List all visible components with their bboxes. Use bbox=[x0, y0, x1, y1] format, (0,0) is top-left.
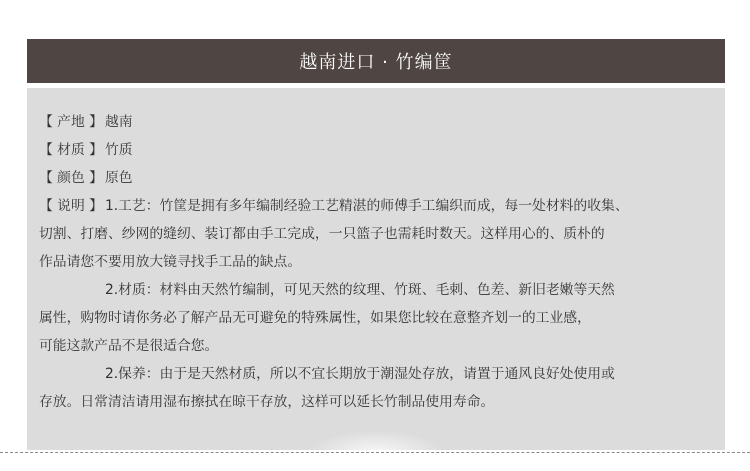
description-line bbox=[39, 192, 725, 220]
description-line: 存放。日常清洁请用湿布擦拭在晾干存放，这样可以延长竹制品使用寿命。 bbox=[39, 394, 495, 410]
description-line: 2.保养：由于是天然材质，所以不宜长期放于潮湿处存放，请置于通风良好处使用或 bbox=[105, 366, 615, 382]
page-title: 越南进口 · 竹编筐 bbox=[299, 52, 453, 73]
title-banner bbox=[27, 39, 725, 83]
spec-label: 【 材质 】 bbox=[39, 142, 103, 158]
spec-label: 【 颜色 】 bbox=[39, 170, 103, 186]
spec-value: 竹质 bbox=[104, 142, 133, 158]
spec-color bbox=[39, 164, 725, 192]
description-panel bbox=[27, 88, 725, 450]
description-label: 【 说明 】 bbox=[39, 198, 103, 214]
dashed-divider bbox=[0, 452, 750, 453]
spec-value: 原色 bbox=[104, 170, 133, 186]
spec-material bbox=[39, 136, 725, 164]
description-line: 可能这款产品不是很适合您。 bbox=[39, 338, 219, 354]
description-line: 切割、打磨、纱网的缝纫、装订都由手工完成，一只篮子也需耗时数天。这样用心的、质朴的 bbox=[39, 226, 605, 242]
product-details bbox=[39, 108, 725, 416]
description-line: 属性，购物时请你务必了解产品无可避免的特殊属性，如果您比较在意整齐划一的工业感， bbox=[39, 310, 591, 326]
description-line: 作品请您不要用放大镜寻找手工品的缺点。 bbox=[39, 254, 302, 270]
description-text: 1.工艺：竹筐是拥有多年编制经验工艺精湛的师傅手工编织而成，每一处材料的收集、 bbox=[104, 198, 629, 214]
spec-label: 【 产地 】 bbox=[39, 114, 103, 130]
spec-origin bbox=[39, 108, 725, 136]
spec-value: 越南 bbox=[104, 114, 133, 130]
description-line: 2.材质：材料由天然竹编制，可见天然的纹理、竹斑、毛刺、色差、新旧老嫩等天然 bbox=[105, 282, 615, 298]
